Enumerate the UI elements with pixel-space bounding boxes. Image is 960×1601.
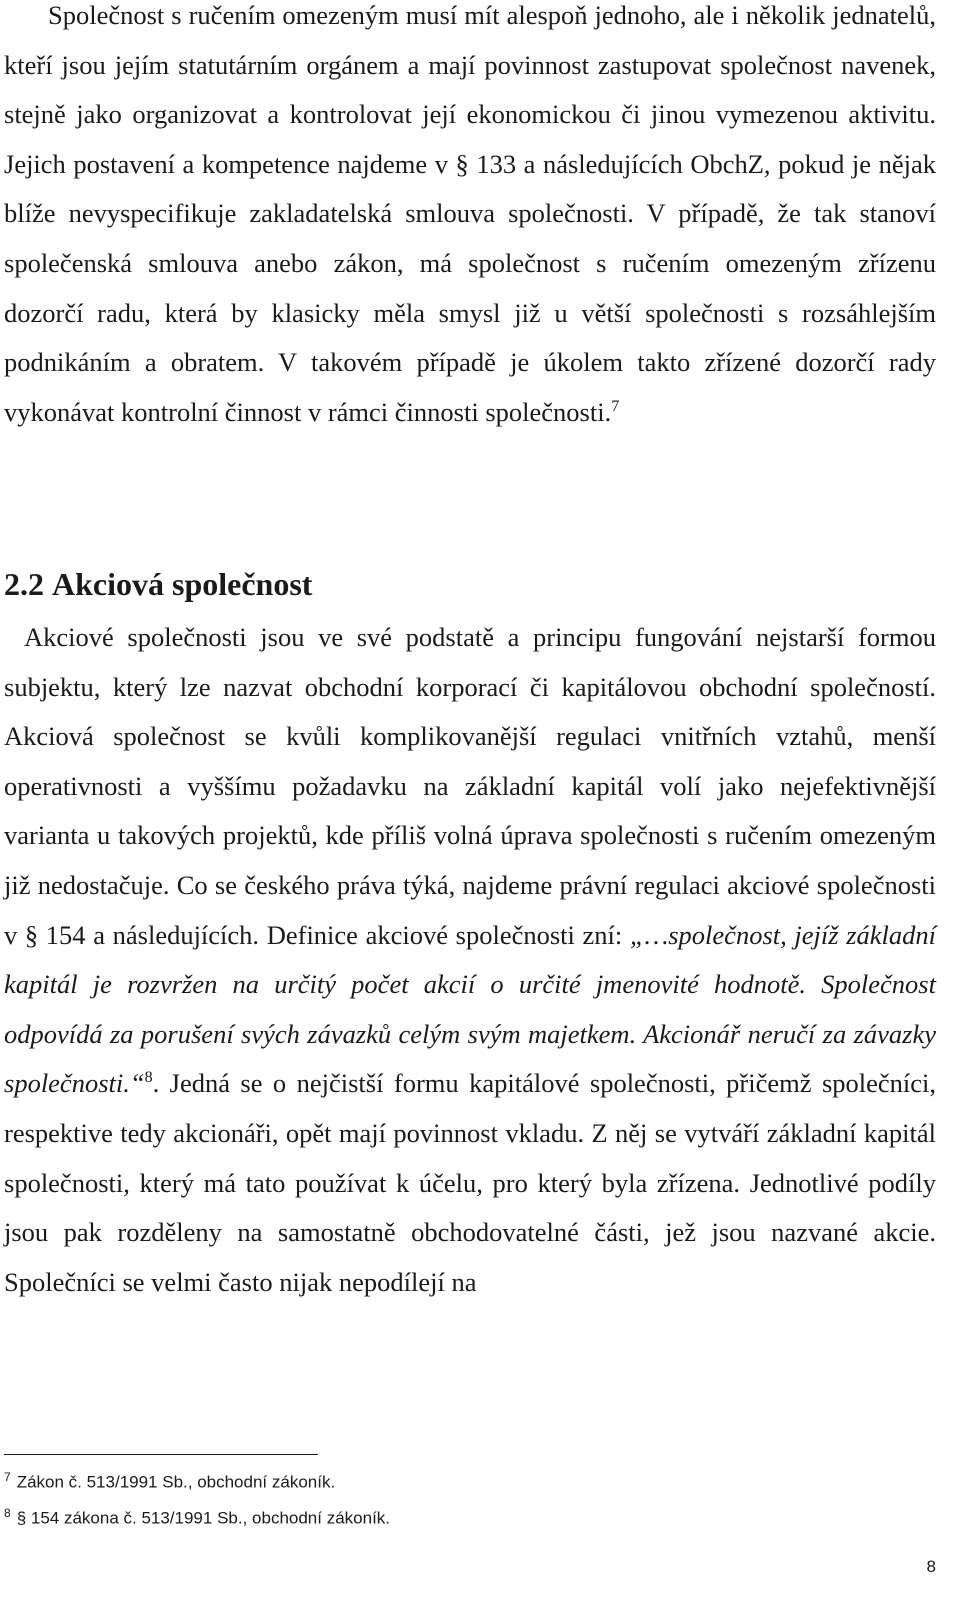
footnote-number: 8 <box>4 1505 11 1520</box>
paragraph-srо-management <box>4 0 936 437</box>
footnote-reference-8[interactable]: 8 <box>144 1069 153 1087</box>
legal-definition-quote: „…společnost, jejíž základní kapitál je rozvržen na určitý počet akcií o určité jmenovité hodnotě. Společnost odpovídá za porušení svých závazků celým svým majetkem. Akcionář neručí za závazky společnosti.“ <box>4 919 937 1099</box>
section-number: 2.2 <box>4 566 44 602</box>
footnotes <box>4 1462 904 1533</box>
paragraph-2-text-before-quote: Akciové společnosti jsou ve své podstatě a principu fungování nejstarší formou subjektu, který lze nazvat obchodní korporací či kapitálovou obchodní společností. Akciová společnost se kvůli komplikovanější regulaci vnitřních vztahů, menší operativnosti a vyššímu požadavku na základní kapitál volí jako nejefektivnější varianta u takových projektů, kde příliš volná úprava společnosti s ručením omezeným již nedostačuje. Co se českého práva týká, najdeme právní regulaci akciové společnosti v § 154 a následujících. Definice akciové společnosti zní: <box>4 622 936 950</box>
footnote-8 <box>4 1498 904 1534</box>
footnote-text: § 154 zákona č. 513/1991 Sb., obchodní zákoník. <box>16 1508 391 1528</box>
page-number: 8 <box>926 1557 936 1576</box>
section-title: Akciová společnost <box>52 566 313 602</box>
paragraph-1-text: Společnost s ručením omezeným musí mít alespoň jednoho, ale i několik jednatelů, kteří jsou jejím statutárním orgánem a mají povinnost zastupovat společnost navenek, stejně jako organizovat a kontrolovat její ekonomickou či jinou vymezenou aktivitu. Jejich postavení a kompetence najdeme v § 133 a následujících ObchZ, pokud je nějak blíže nevyspecifikuje zakladatelská smlouva společnosti. V případě, že tak stanoví společenská smlouva anebo zákon, má společnost s ručením omezeným zřízenu dozorčí radu, která by klasicky měla smysl již u větší společnosti s rozsáhlejším podnikáním a obratem. V takovém případě je úkolem takto zřízené dozorčí rady vykonávat kontrolní činnost v rámci činnosti společnosti. <box>4 0 936 427</box>
footnote-7 <box>4 1462 904 1498</box>
paragraph-joint-stock-company <box>4 613 936 1307</box>
footnote-reference-7[interactable]: 7 <box>611 397 620 415</box>
footnote-separator <box>4 1454 318 1455</box>
paragraph-2-text-after-quote: . Jedná se o nejčistší formu kapitálové společnosti, přičemž společníci, respektive tedy akcionáři, opět mají povinnost vkladu. Z něj se vytváří základní kapitál společnosti, který má tato používat k účelu, pro který byla zřízena. Jednotlivé podíly jsou pak rozděleny na samostatně obchodovatelné části, jež jsou nazvané akcie. Společníci se velmi často nijak nepodílejí na <box>4 1068 936 1297</box>
section-heading <box>4 556 312 612</box>
footnote-number: 7 <box>4 1470 11 1484</box>
footnote-text: Zákon č. 513/1991 Sb., obchodní zákoník. <box>16 1472 336 1492</box>
